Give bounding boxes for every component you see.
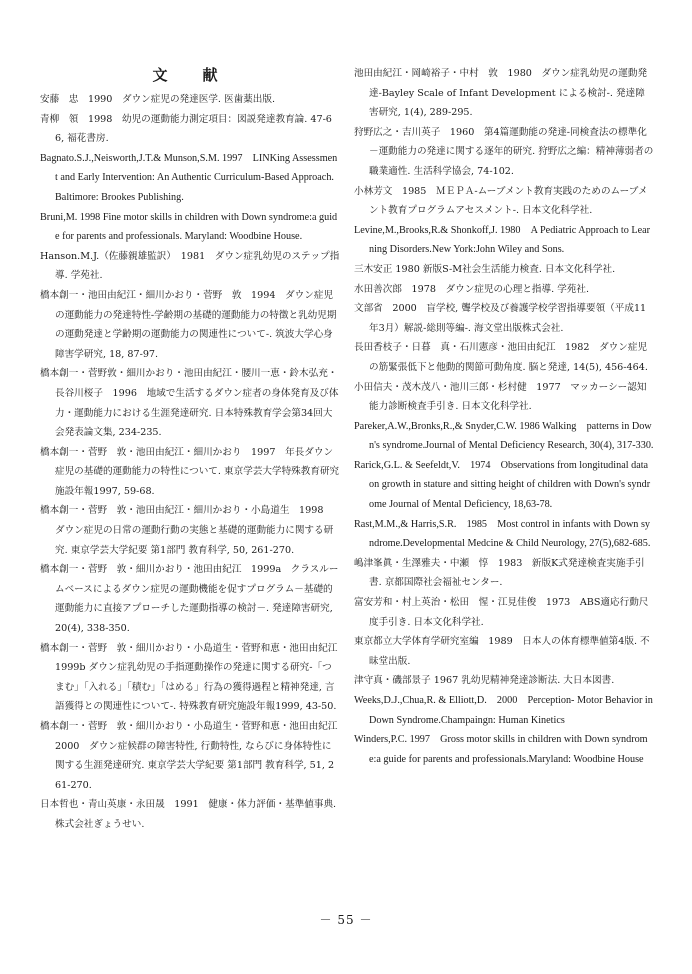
reference-entry: Pareker,A.W.,Bronks,R.,& Snyder,C.W. 1986 Walking patterns in Down's syndrome.Journal of Mental Deficiency Research, 30(4), 317-330. (354, 420, 654, 452)
reference-entry: Rarick,G.L. & Seefeldt,V. 1974 Observations from longitudinal data on growth in stature and sitting height of children with Down's syndrome Journal of Mental Deficiency, 18,63-78. (354, 459, 651, 511)
reference-entry: 狩野広之・吉川英子 1960 第4篇運動能の発達-同検査法の標準化－運動能力の発達に関する逐年的研究. 狩野広之編：精神薄弱者の職業適性. 生活科学協会, 74-102. (354, 126, 654, 177)
reference-entry: 三木安正 1980 新版S-M社会生活能力検査. 日本文化科学社. (354, 263, 616, 275)
page-number: － 55 － (319, 913, 373, 927)
references-left-column (40, 64, 347, 835)
reference-entry: 橋本創一・菅野敦・細川かおり・池田由紀江・腰川一恵・鈴木弘充・長谷川桜子 1996 地域で生活するダウン症者の身体発育及び体力・運動能力における生涯発達研究. 日本特殊教育学会第34回大会発表論文集, 234-235. (40, 368, 339, 439)
reference-entry: 嶋津峯眞・生澤雅夫・中瀬 惇 1983 新版K式発達検査実施手引書. 京都国際社会福祉センター. (354, 557, 645, 589)
reference-entry: 水田善次郎 1978 ダウン症児の心理と指導. 学苑社. (354, 283, 590, 295)
reference-entry: 橋本創一・池田由紀江・細川かおり・菅野 敦 1994 ダウン症児の運動能力の発達特性-学齢期の基礎的運動能力の特徴と乳幼児期の運動発達と学齢期の運動能力の関連性について-. 筑波大学心身障害学研究, 18, 87-97. (40, 289, 337, 360)
reference-entry: Rast,M.M.,& Harris,S.R. 1985 Most control in infants with Down syndrome.Developmental Medcine & Child Neurology, 27(5),682-685. (354, 518, 651, 550)
reference-entry: 東京都立大学体育学研究室編 1989 日本人の体育標準値第4版. 不昧堂出版. (354, 636, 650, 667)
reference-entry: 文部省 2000 盲学校, 聾学校及び養護学校学習指導要領（平成11年3月）解説-総則等編-. 海文堂出版株式会社. (354, 303, 647, 334)
references-heading: 文 献 (152, 66, 228, 84)
reference-entry: 小田信夫・茂木茂八・池川三郎・杉村健 1977 マッカーシー認知能力診断検査手引き. 日本文化科学社. (354, 381, 647, 413)
reference-entry: Hanson.M.J.（佐藤親雄監訳） 1981 ダウン症乳幼児のステップ指導. 学苑社. (40, 250, 340, 282)
reference-entry: Winders,P.C. 1997 Gross motor skills in children with Down syndrome:a guide for parents and professionals.Maryland: Woodbine House (354, 734, 648, 765)
reference-entry: 橋本創一・菅野 敦・池田由紀江・細川かおり 1997 年長ダウン症児の基礎的運動能力の特性について. 東京学芸大学特殊教育研究施設年報1997, 59-68. (40, 446, 340, 497)
reference-entry: 長田香枝子・日暮 真・石川憲彦・池田由紀江 1982 ダウン症児の筋緊張低下と他動的関節可動角度. 脳と発達, 14(5), 456-464. (354, 342, 648, 373)
reference-entry: 青柳 領 1998 幼児の運動能力測定項目：図説発達教育論. 47-66, 福花書房. (40, 113, 332, 145)
reference-entry: 橋本創一・菅野 敦・細川かおり・池田由紀江 1999a クラスルームベースによるダウン症児の運動機能を促すプログラム－基礎的運動能力に直接アプローチした運動指導の検討－. 発達障害研究, 20(4), 338-350. (40, 564, 339, 635)
reference-entry: 小林芳文 1985 ＭＥＰＡ-ムーブメント教育実践のためのムーブメント教育プログラムアセスメント-. 日本文化科学社. (354, 185, 648, 217)
references-right-column (354, 64, 654, 769)
reference-entry: Levine,M.,Brooks,R.& Shonkoff,J. 1980 A Pediatric Approach to Learning Disorders.New York:John Wiley and Sons. (354, 224, 651, 256)
reference-entry: 日本哲也・青山英康・永田晟 1991 健康・体力評価・基準値事典. 株式会社ぎょうせい. (40, 799, 337, 830)
reference-entry: 安藤 忠 1990 ダウン症児の発達医学. 医歯薬出版. (40, 94, 276, 105)
reference-entry: 橋本創一・菅野 敦・細川かおり・小島道生・菅野和恵・池田由紀江 1999b ダウン症乳幼児の手指運動操作の発達に関する研究-「つまむ」「入れる」「積む」「はめる」行為の獲得過程と精神発達, 言語獲得との関連性について-. 特殊教育研究施設年報1999, 43-50. (40, 642, 347, 713)
reference-entry: Bruni,M. 1998 Fine motor skills in children with Down syndrome:a guide for parents and professionals. Maryland: Woodbine House. (40, 211, 338, 243)
reference-entry: 富安芳和・村上英治・松田 惺・江見佳俊 1973 ABS適応行動尺度手引き. 日本文化科学社. (354, 597, 649, 628)
reference-entry: Bagnato.S.J.,Neisworth,J.T.& Munson,S.M. 1997 LINKing Assessment and Early Intervention: An Authentic Curriculum-Based Approach.Baltimore: Brookes Publishing. (40, 152, 338, 203)
reference-entry: Weeks,D.J.,Chua,R. & Elliott,D. 2000 Perception- Motor Behavior in Down Syndrome.Champaingn: Human Kinetics (354, 695, 653, 726)
reference-entry: 津守真・磯部景子 1967 乳幼児精神発達診断法. 大日本図書. (354, 675, 615, 687)
reference-entry: 橋本創一・菅野 敦・細川かおり・小島道生・菅野和恵・池田由紀江 2000 ダウン症候群の障害特性, 行動特性, ならびに身体特性に関する生涯発達研究. 東京学芸大学紀要 第1部門 教育科学, 51, 261-270. (40, 721, 347, 791)
reference-entry: 池田由紀江・岡崎裕子・中村 敦 1980 ダウン症乳幼児の運動発達-Bayley Scale of Infant Development による検討-. 発達障害研究, 1(4), 289-295. (354, 68, 648, 119)
reference-entry: 橋本創一・菅野 敦・池田由紀江・細川かおり・小島道生 1998 ダウン症児の日常の運動行動の実態と基礎的運動能力に関する研究. 東京学芸大学紀要 第1部門 教育科学, 50, 261-270. (40, 505, 334, 556)
